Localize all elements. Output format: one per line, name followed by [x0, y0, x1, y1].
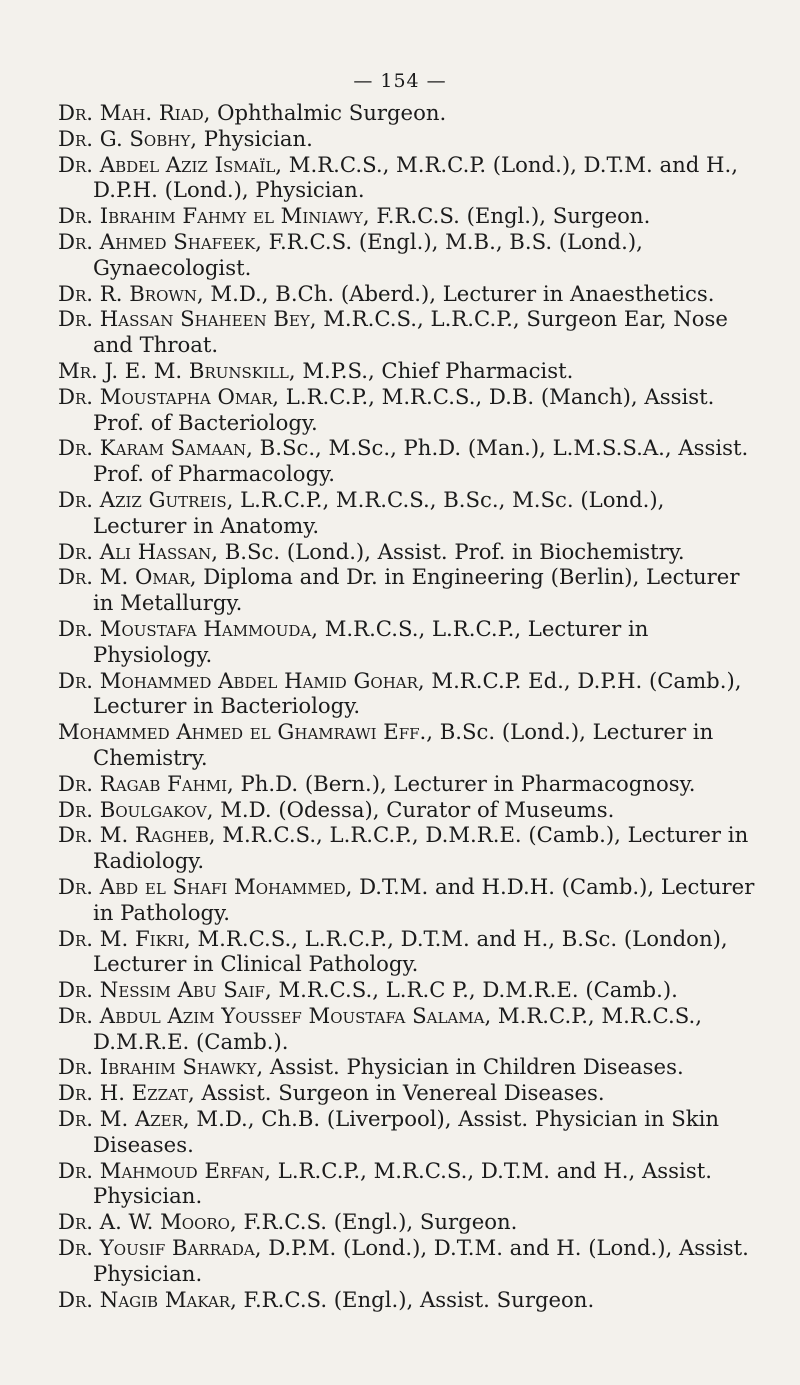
entry-title: Dr. — [58, 796, 94, 822]
entry-name: Ragab Fahmi, — [99, 770, 234, 796]
entry-title: Dr. — [58, 435, 94, 461]
entry-details: M.D. (Odessa), Curator of Museums. — [213, 796, 615, 822]
staff-entry — [58, 1054, 758, 1080]
entry-title: Dr. — [58, 151, 94, 177]
staff-entry — [58, 229, 758, 281]
staff-entry — [58, 564, 758, 616]
entry-details: M.D., B.Ch. (Aberd.), Lecturer in Anaesthetics. — [203, 280, 715, 306]
entry-title: Dr. — [58, 100, 94, 125]
staff-entry — [58, 152, 758, 204]
entry-title: Dr. — [58, 383, 94, 409]
entry-title: Dr. — [58, 822, 94, 848]
staff-entry — [58, 874, 758, 926]
entry-title: Dr. — [58, 1002, 94, 1028]
entry-title: Dr. — [58, 977, 94, 1003]
entry-name: A. W. Mooro, — [99, 1209, 237, 1235]
entry-name: Ali Hassan, — [99, 538, 218, 564]
entry-name: J. E. M. Brunskill, — [104, 357, 296, 383]
entry-name: R. Brown, — [99, 280, 204, 306]
entry-title: Dr. — [58, 873, 94, 899]
staff-entry — [58, 435, 758, 487]
entry-title: Dr. — [58, 925, 94, 951]
staff-entry — [58, 668, 758, 720]
entry-name: Mohammed Abdel Hamid Gohar, — [99, 667, 425, 693]
entry-title: Dr. — [58, 667, 94, 693]
entry-details: M.R.C.S., L.R.C.P., D.T.M. and H., B.Sc. (London), Lecturer in Clinical Pathology. — [93, 925, 728, 977]
entry-details: Ophthalmic Surgeon. — [210, 100, 447, 125]
entry-details: M.R.C.S., L.R.C P., D.M.R.E. (Camb.). — [271, 977, 678, 1003]
entry-name: G. Sobhy, — [99, 125, 197, 151]
entry-details: Assist. Surgeon in Venereal Diseases. — [194, 1080, 605, 1106]
entry-title: Dr. — [58, 1106, 94, 1132]
entry-title: Dr. — [58, 538, 94, 564]
staff-entry — [58, 822, 758, 874]
entry-name: Nagib Makar, — [99, 1286, 237, 1312]
entry-details: B.Sc., M.Sc., Ph.D. (Man.), L.M.S.S.A., Assist. Prof. of Pharmacology. — [93, 435, 749, 487]
entry-name: Ibrahim Fahmy el Miniawy, — [99, 203, 370, 229]
staff-list — [58, 100, 758, 1312]
entry-details: Ph.D. (Bern.), Lecturer in Pharmacognosy. — [233, 770, 696, 796]
staff-entry — [58, 281, 758, 307]
entry-details: M.R.C.S., L.R.C.P., Lecturer in Physiology. — [93, 615, 649, 667]
staff-entry — [58, 539, 758, 565]
entry-name: Boulgakov, — [99, 796, 214, 822]
staff-entry — [58, 1003, 758, 1055]
entry-title: Dr. — [58, 280, 94, 306]
staff-entry — [58, 616, 758, 668]
entry-title: Dr. — [58, 1054, 94, 1080]
staff-entry — [58, 126, 758, 152]
staff-entry — [58, 1235, 758, 1287]
entry-title: Dr. — [58, 1235, 94, 1261]
staff-entry — [58, 306, 758, 358]
entry-name: Mohammed Ahmed el Ghamrawi Eff., — [58, 719, 433, 745]
entry-name: Moustapha Omar, — [99, 383, 280, 409]
entry-name: Ibrahim Shawky, — [99, 1054, 264, 1080]
staff-entry — [58, 977, 758, 1003]
entry-title: Dr. — [58, 1286, 94, 1312]
entry-name: Yousif Barrada, — [99, 1235, 262, 1261]
entry-details: D.T.M. and H.D.H. (Camb.), Lecturer in Pathology. — [93, 873, 755, 925]
entry-name: Abdul Azim Youssef Moustafa Salama, — [99, 1002, 492, 1028]
entry-details: D.P.M. (Lond.), D.T.M. and H. (Lond.), Assist. Physician. — [93, 1235, 749, 1286]
entry-title: Mr. — [58, 357, 98, 383]
entry-name: M. Omar, — [99, 564, 197, 590]
entry-name: M. Fikri, — [99, 925, 191, 951]
entry-title: Dr. — [58, 486, 94, 512]
entry-details: M.R.C.S., M.R.C.P. (Lond.), D.T.M. and H., D.P.H. (Lond.), Physician. — [93, 151, 738, 203]
entry-details: Diploma and Dr. in Engineering (Berlin), Lecturer in Metallurgy. — [93, 564, 740, 616]
entry-title: Dr. — [58, 1080, 94, 1106]
entry-name: H. Ezzat, — [99, 1080, 195, 1106]
entry-details: M.P.S., Chief Pharmacist. — [295, 357, 574, 383]
staff-entry — [58, 1209, 758, 1235]
page-number: — 154 — — [353, 70, 447, 92]
entry-name: Aziz Gutreis, — [99, 486, 234, 512]
entry-details: M.R.C.P. Ed., D.P.H. (Camb.), Lecturer in Bacteriology. — [93, 667, 742, 719]
staff-entry — [58, 771, 758, 797]
staff-entry — [58, 358, 758, 384]
staff-entry — [58, 203, 758, 229]
entry-title: Dr. — [58, 203, 94, 229]
staff-entry — [58, 100, 758, 126]
entry-name: Hassan Shaheen Bey, — [99, 306, 317, 332]
staff-entry — [58, 926, 758, 978]
staff-entry — [58, 1106, 758, 1158]
entry-title: Dr. — [58, 1209, 94, 1235]
entry-details: F.R.C.S. (Engl.), Surgeon. — [236, 1209, 518, 1235]
entry-details: F.R.C.S. (Engl.), M.B., B.S. (Lond.), Gynaecologist. — [93, 228, 643, 280]
entry-name: Mah. Riad, — [99, 100, 211, 125]
entry-name: Nessim Abu Saif, — [99, 977, 272, 1003]
entry-details: M.D., Ch.B. (Liverpool), Assist. Physician in Skin Diseases. — [93, 1106, 720, 1157]
entry-title: Dr. — [58, 306, 94, 332]
entry-details: M.R.C.S., L.R.C.P., Surgeon Ear, Nose and Throat. — [93, 306, 728, 358]
staff-entry — [58, 1158, 758, 1210]
entry-name: Abdel Aziz Ismaïl, — [99, 151, 283, 177]
entry-title: Dr. — [58, 770, 94, 796]
entry-details: L.R.C.P., M.R.C.S., D.B. (Manch), Assist. Prof. of Bacteriology. — [93, 383, 715, 435]
entry-title: Dr. — [58, 564, 94, 590]
entry-details: B.Sc. (Lond.), Lecturer in Chemistry. — [93, 719, 714, 770]
entry-details: F.R.C.S. (Engl.), Surgeon. — [369, 203, 651, 229]
entry-name: M. Azer, — [99, 1106, 190, 1132]
entry-name: Ahmed Shafeek, — [99, 228, 262, 254]
entry-name: Karam Samaan, — [99, 435, 253, 461]
staff-entry — [58, 1287, 758, 1313]
entry-title: Dr. — [58, 228, 94, 254]
entry-details: L.R.C.P., M.R.C.S., B.Sc., M.Sc. (Lond.), Lecturer in Anatomy. — [93, 486, 665, 538]
entry-name: M. Ragheb, — [99, 822, 216, 848]
entry-details: B.Sc. (Lond.), Assist. Prof. in Biochemistry. — [218, 538, 685, 564]
entry-details: F.R.C.S. (Engl.), Assist. Surgeon. — [236, 1286, 595, 1312]
entry-details: Physician. — [196, 125, 313, 151]
staff-entry — [58, 487, 758, 539]
entry-name: Mahmoud Erfan, — [99, 1157, 272, 1183]
staff-entry — [58, 797, 758, 823]
entry-title: Dr. — [58, 125, 94, 151]
staff-entry — [58, 719, 758, 771]
entry-name: Moustafa Hammouda, — [99, 615, 318, 641]
entry-details: M.R.C.S., L.R.C.P., D.M.R.E. (Camb.), Lecturer in Radiology. — [93, 822, 749, 874]
staff-entry — [58, 1080, 758, 1106]
entry-details: L.R.C.P., M.R.C.S., D.T.M. and H., Assist. Physician. — [93, 1157, 712, 1209]
entry-title: Dr. — [58, 615, 94, 641]
entry-details: M.R.C.P., M.R.C.S., D.M.R.E. (Camb.). — [93, 1002, 702, 1054]
entry-title: Dr. — [58, 1157, 94, 1183]
staff-entry — [58, 384, 758, 436]
entry-details: Assist. Physician in Children Diseases. — [263, 1054, 684, 1080]
entry-name: Abd el Shafi Mohammed, — [99, 873, 353, 899]
